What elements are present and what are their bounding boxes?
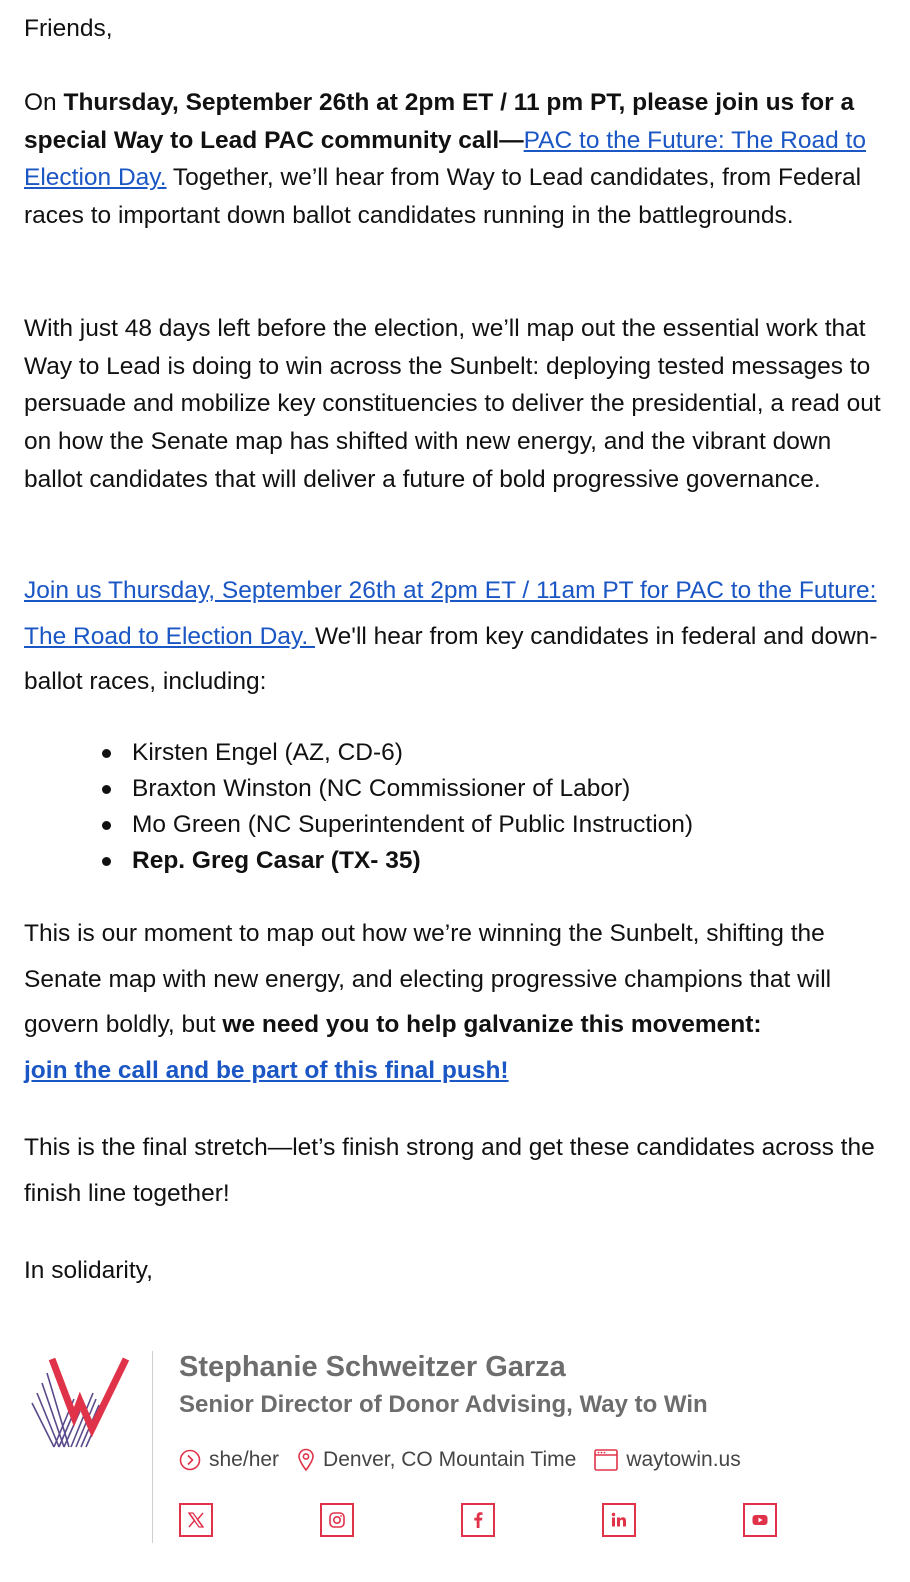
list-item: Braxton Winston (NC Commissioner of Labor) [24,771,892,807]
candidate-list [24,735,892,879]
email-signature [24,1345,884,1555]
way-to-win-logo [30,1353,130,1451]
intro-on: On [24,89,64,116]
greeting: Friends, [24,15,113,42]
intro-paragraph [24,84,892,235]
list-item: Mo Green (NC Superintendent of Public Instruction) [24,807,892,843]
browser-window-icon [594,1449,618,1471]
website-link[interactable]: waytowin.us [626,1448,741,1471]
moment-text: This is our moment to map out how we’re winning the Sunbelt, shifting the Senate map with new energy, and electing progressive champions that will govern boldly, but [24,920,832,1038]
youtube-icon[interactable] [743,1503,777,1537]
join-rest: We'll hear from key candidates in federal and down-ballot races, including: [24,622,878,695]
list-item: Kirsten Engel (AZ, CD-6) [24,735,892,771]
intro-rest: Together, we’ll hear from Way to Lead candidates, from Federal races to important down ballot candidates running in the battlegrounds. [24,164,862,230]
join-call-cta-link[interactable]: join the call and be part of this final push! [24,1056,509,1084]
signature-name: Stephanie Schweitzer Garza [179,1351,566,1383]
linkedin-icon[interactable] [602,1503,636,1537]
closing: In solidarity, [24,1257,153,1284]
x-icon[interactable] [179,1503,213,1537]
moment-bold: we need you to help galvanize this movement: [222,1011,762,1038]
website-item[interactable] [594,1448,740,1472]
event-link[interactable]: PAC to the Future: The Road to Election Day. [24,126,866,192]
location-item [297,1448,576,1472]
signature-divider [152,1351,153,1543]
instagram-icon[interactable] [320,1503,354,1537]
join-paragraph [24,568,892,705]
pronouns-item [179,1448,279,1472]
list-item: Rep. Greg Casar (TX- 35) [24,843,892,879]
signature-title: Senior Director of Donor Advising, Way to Win [179,1391,708,1418]
chevron-circle-icon [179,1449,201,1471]
final-stretch-paragraph: This is the final stretch—let’s finish strong and get these candidates across the finish line together! [24,1134,875,1207]
signature-meta [179,1448,759,1472]
facebook-icon[interactable] [461,1503,495,1537]
location: Denver, CO Mountain Time [323,1448,577,1471]
moment-paragraph [24,911,892,1093]
intro-date-bold: Thursday, September 26th at 2pm ET / 11 pm PT, please join us for a special Way to Lead PAC community call— [24,89,855,154]
pronouns: she/her [209,1448,280,1471]
election-paragraph: With just 48 days left before the election, we’ll map out the essential work that Way to Lead is doing to win across the Sunbelt: deploying tested messages to persuade and mobilize key constituencies to deliver the presidential, a read out on how the Senate map has shifted with new energy, and the vibrant down ballot candidates that will deliver a future of bold progressive governance. [24,315,881,493]
social-links [179,1503,777,1537]
location-pin-icon [297,1448,315,1472]
join-call-link[interactable]: Join us Thursday, September 26th at 2pm ET / 11am PT for PAC to the Future: The Road to Election Day. [24,577,877,650]
